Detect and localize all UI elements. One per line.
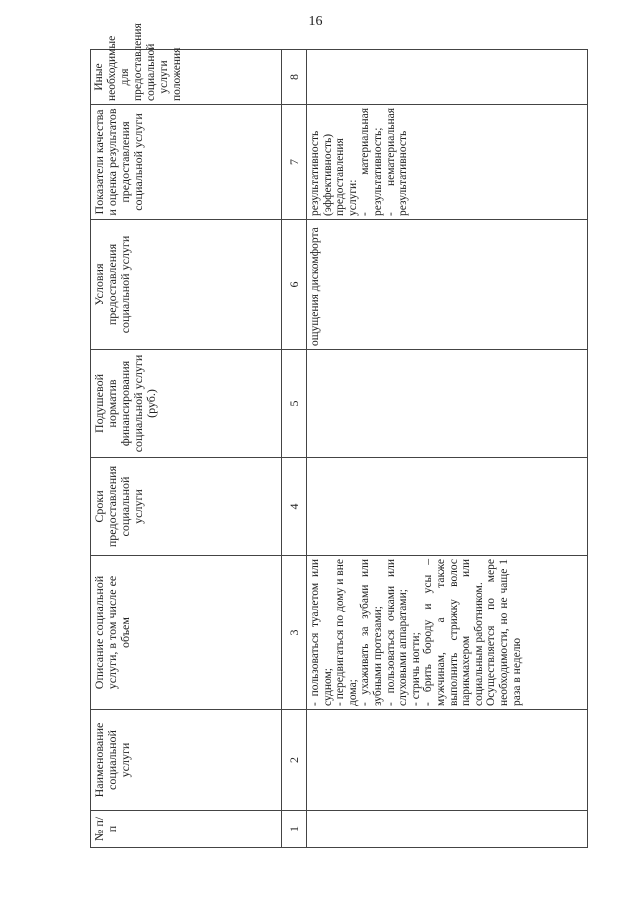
description-line: - ухаживать за зубами или зубными протезами; xyxy=(359,559,384,706)
cell-financing xyxy=(307,350,588,458)
cell-other xyxy=(307,50,588,105)
cell-service-name xyxy=(307,710,588,811)
cell-conditions: ощущения дискомфорта xyxy=(307,220,588,350)
page-number: 16 xyxy=(308,14,323,29)
column-number: 6 xyxy=(282,220,307,350)
header-row xyxy=(91,50,282,848)
header-other: Иные необходимые для предоставления социальной услуги положения xyxy=(91,50,282,105)
column-number: 7 xyxy=(282,105,307,220)
description-line: - пользоваться туалетом или судном; xyxy=(309,559,334,706)
cell-terms xyxy=(307,458,588,556)
description-line: Осуществляется по мере необходимости, но не чаще 1 раза в неделю xyxy=(485,559,523,706)
table-row xyxy=(307,50,588,848)
cell-quality xyxy=(307,105,588,220)
header-description: Описание социальной услуги, в том числе ее объем xyxy=(91,556,282,710)
description-line: - стричь ногти; xyxy=(409,632,422,706)
header-terms: Сроки предоставления социальной услуги xyxy=(91,458,282,556)
services-table xyxy=(90,23,588,848)
header-number: № п/п xyxy=(91,811,282,848)
column-number: 1 xyxy=(282,811,307,848)
header-financing: Подушевой норматив финансирования социальной услуги (руб.) xyxy=(91,350,282,458)
column-number: 5 xyxy=(282,350,307,458)
header-service-name: Наименование социальной услуги xyxy=(91,710,282,811)
description-line: - передвигаться по дому и вне дома; xyxy=(334,559,359,706)
column-number: 2 xyxy=(282,710,307,811)
column-number-row xyxy=(282,50,307,848)
cell-description xyxy=(307,556,588,710)
column-number: 3 xyxy=(282,556,307,710)
rotated-table-container xyxy=(90,23,588,848)
header-quality: Показатели качества и оценка результатов предоставления социальной услуги xyxy=(91,105,282,220)
column-number: 8 xyxy=(282,50,307,105)
quality-line: результативность (эффективность) предоставления услуги: xyxy=(309,130,359,216)
cell-number xyxy=(307,811,588,848)
header-conditions: Условия предоставления социальной услуги xyxy=(91,220,282,350)
quality-line: - нематериальная результативность xyxy=(384,108,410,216)
column-number: 4 xyxy=(282,458,307,556)
description-line: - пользоваться очками или слуховыми аппаратами; xyxy=(384,559,410,706)
description-line: - брить бороду и усы – мужчинам, а также выполнить стрижку волос парикмахером или социальным работником. xyxy=(422,559,485,706)
quality-line: - материальная результативность; xyxy=(359,108,384,216)
